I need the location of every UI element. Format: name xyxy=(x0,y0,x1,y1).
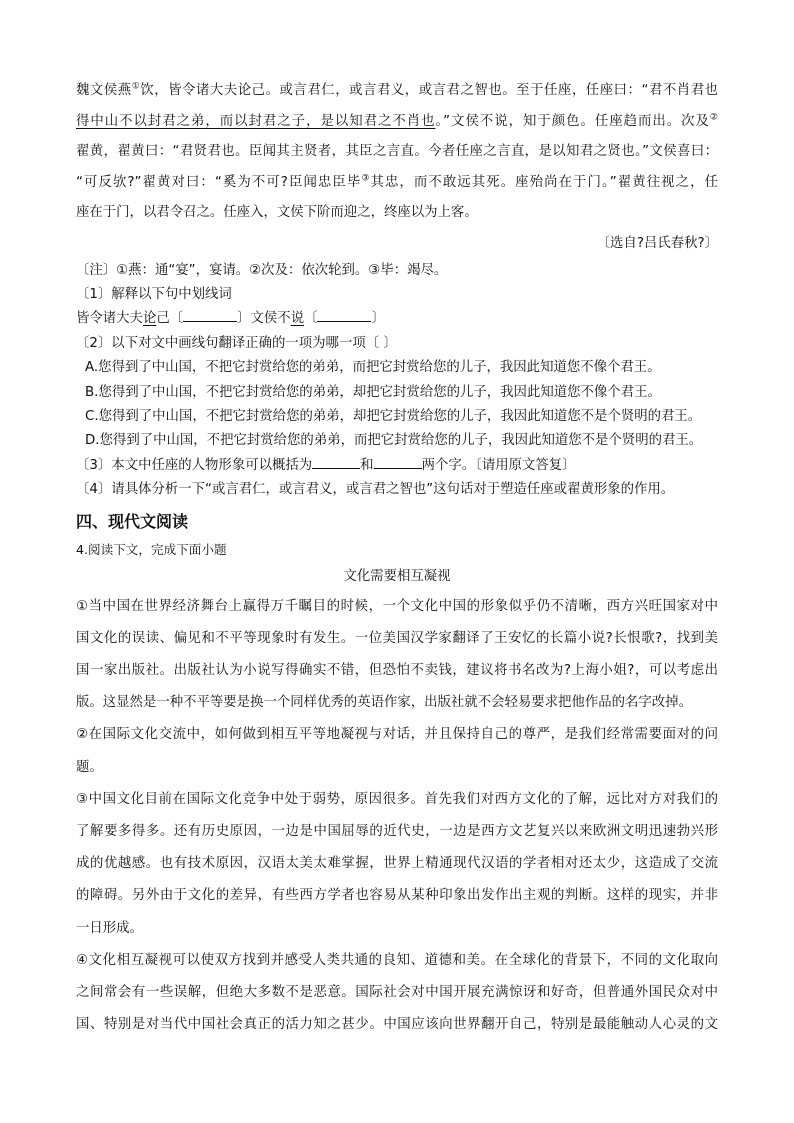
question-3 xyxy=(76,454,718,478)
underlined-sentence: 得中山不以封君之弟，而以封君之子，是以知君之不肖也 xyxy=(76,113,436,129)
passage-text: 魏文侯燕 xyxy=(76,83,132,98)
passage-line: 翟黄，翟黄曰：“君贤君也。臣闻其主贤者，其臣之言直。今者任座之言直，是以知君之贤也。”文侯喜曰： xyxy=(76,144,718,159)
article-line: 国一家出版社。出版社认为小说写得确实不错，但恐怕不卖钱，建议将书名改为?上海小姐?，可以考虑出 xyxy=(76,662,718,678)
passage-line xyxy=(76,107,718,138)
footnote-mark: ① xyxy=(131,81,141,92)
article-line: ④文化相互凝视可以使双方找到并感受人类共通的良知、道德和美。在全球化的背景下，不同的文化取向 xyxy=(76,952,718,968)
question-text: 两个字。〔请用原文答复〕 xyxy=(421,457,576,473)
question-4: 〔4〕请具体分析一下“或言君仁，或言君义，或言君之智也”这句话对于塑造任座或翟黄形象的作用。 xyxy=(76,482,675,498)
answer-blank[interactable] xyxy=(317,308,371,322)
article-line: 之间常会有一些误解，但绝大多数不是恶意。国际社会对中国开展充满惊讶和好奇，但普通外国民众对中 xyxy=(76,985,718,1000)
passage-text: “可反欤?”翟黄对曰：“奚为不可?臣闻忠臣毕 xyxy=(76,174,362,190)
article-line: ②在国际文化交流中，如何做到相互平等地凝视与对话，并且保持自己的尊严，是我们经常需要面对的问 xyxy=(76,727,718,743)
article-line: 的障碍。另外由于文化的差异，有些西方学者也容易从某种印象出发作出主观的判断。这样的现实，并非 xyxy=(76,888,718,904)
article-line: ③中国文化目前在国际文化竞争中处于弱势，原因很多。首先我们对西方文化的了解，远比对方对我们的 xyxy=(76,791,718,807)
passage-line xyxy=(76,76,718,107)
passage-text: 饮，皆令诸大夫论己。或言君仁，或言君义，或言君之智也。至于任座，任座曰：“君不肖君也 xyxy=(140,83,719,98)
article-line: 一日形成。 xyxy=(76,920,143,936)
option-b[interactable]: B.您得到了中山国，不把它封赏给您的弟弟，却把它封赏给您的儿子，我因此知道您不像个君王。 xyxy=(85,384,661,400)
article-line: 国文化的误读、偏见和不平等现象时有发生。一位美国汉学家翻译了王安忆的长篇小说?长恨歌?，找到美 xyxy=(76,630,718,646)
answer-blank[interactable] xyxy=(374,455,422,469)
question-text: 己〔 xyxy=(156,311,184,327)
article-paragraph-2 xyxy=(76,719,718,783)
passage-text: 。”文侯不说，知于颜色。任座趋而出。次及 xyxy=(435,113,710,129)
question-stem: 〔1〕解释以下句中划线词 xyxy=(76,286,232,302)
passage-text: 其忠，而不敢远其死。座殆尚在于门。”翟黄往视之，任 xyxy=(370,174,718,190)
section-heading: 四、现代文阅读 xyxy=(76,511,189,531)
question-text: 〕 xyxy=(371,311,385,327)
article-line: 成的优越感。也有技术原因，汉语太美太难掌握，世界上精通现代汉语的学者相对还太少，这造成了交流 xyxy=(76,856,718,872)
question-1 xyxy=(76,283,718,332)
document-content xyxy=(76,76,718,1041)
underlined-word: 论 xyxy=(142,311,157,327)
question-text: 〕文侯不 xyxy=(237,311,291,327)
classical-passage xyxy=(76,76,718,259)
option-a[interactable]: A.您得到了中山国，不把它封赏给您的弟弟，而把它封赏给您的儿子，我因此知道您不像个君王。 xyxy=(85,360,661,376)
article-paragraph-3 xyxy=(76,784,718,945)
underlined-word: 说 xyxy=(290,311,305,327)
article-line: 国、特别是对当代中国社会真正的活力知之甚少。中国应该向世界翻开自己，特别是最能触动人心灵的文 xyxy=(76,1017,718,1033)
question-answer-line xyxy=(76,307,718,331)
question-text: 和 xyxy=(360,457,374,473)
option-c[interactable]: C.您得到了中山国，不把它封赏给您的弟弟，却把它封赏给您的儿子，我因此知道您不是个贤明的君王。 xyxy=(85,408,702,424)
question-text: 〔 xyxy=(304,311,318,327)
answer-blank[interactable] xyxy=(312,455,360,469)
article-title: 文化需要相互凝视 xyxy=(343,568,451,584)
option-d[interactable]: D.您得到了中山国，不把它封赏给您的弟弟，而把它封赏给您的儿子，我因此知道您不是个贤明的君王。 xyxy=(85,433,703,449)
article-paragraph-1 xyxy=(76,591,718,720)
passage-line: 座在于门，以君令召之。任座入，文侯下阶而迎之，终座以为上客。 xyxy=(76,205,478,220)
passage-source: 〔选自?吕氏春秋?〕 xyxy=(596,235,718,251)
passage-line xyxy=(76,168,718,199)
article-line: ①当中国在世界经济舞台上赢得万千瞩目的时候，一个文化中国的形象似乎仍不清晰，西方兴旺国家对中 xyxy=(76,598,718,614)
footnote-mark: ③ xyxy=(361,173,371,184)
question-text: 〔3〕本文中任座的人物形象可以概括为 xyxy=(76,457,313,473)
footnote-mark: ② xyxy=(709,112,718,123)
article-line: 了解要多得多。还有历史原因，一边是中国屈辱的近代史，一边是西方文艺复兴以来欧洲文明迅速勃兴形 xyxy=(76,823,718,839)
article-line: 题。 xyxy=(76,759,103,775)
answer-blank[interactable] xyxy=(183,308,237,322)
question-stem: 〔2〕以下对文中画线句翻译正确的一项为哪一项〔 〕 xyxy=(76,335,397,351)
question-2 xyxy=(76,332,718,454)
question-text: 皆令诸大夫 xyxy=(76,311,143,327)
article-paragraph-4 xyxy=(76,945,718,1042)
question-number: 4.阅读下文，完成下面小题 xyxy=(76,541,227,557)
annotation-note: 〔注〕①燕：通“宴”，宴请。②次及：依次轮到。③毕：竭尽。 xyxy=(76,262,448,278)
article-line: 版。这显然是一种不平等要是换一个同样优秀的英语作家，出版社就不会轻易要求把他作品的名字改掉。 xyxy=(76,695,692,711)
